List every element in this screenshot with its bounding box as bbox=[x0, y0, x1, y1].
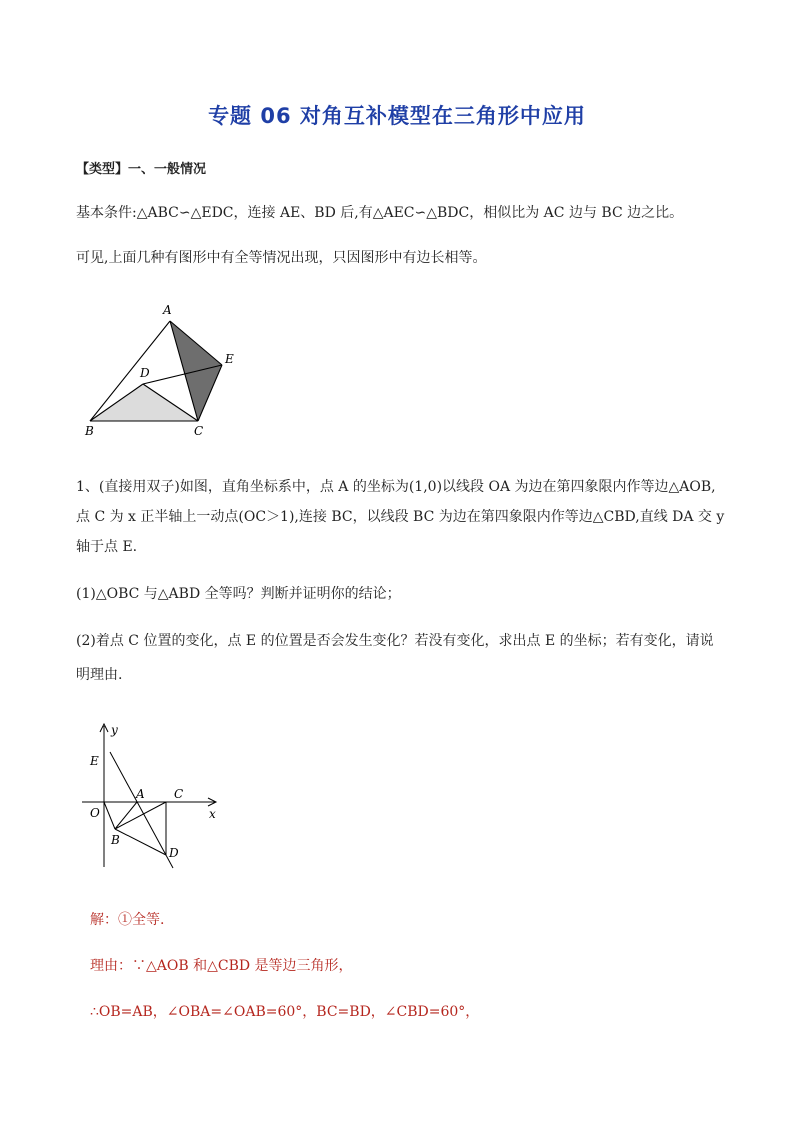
intro-line-1: 基本条件:△ABC∽△EDC，连接 AE、BD 后,有△AEC∽△BDC，相似比为 AC 边与 BC 边之比。 bbox=[76, 205, 684, 221]
segment-ob bbox=[104, 802, 115, 829]
intro-line-2: 可见,上面几种有图形中有全等情况出现，只因图形中有边长相等。 bbox=[76, 250, 487, 266]
label-e: E bbox=[90, 754, 99, 768]
type-heading: 【类型】一、一般情况 bbox=[76, 162, 207, 177]
line-ea bbox=[110, 752, 173, 868]
label-e: E bbox=[225, 352, 234, 366]
label-x: x bbox=[209, 807, 216, 821]
label-c: C bbox=[174, 787, 184, 801]
solution-line-1: 解：①全等. bbox=[90, 912, 165, 928]
label-a: A bbox=[136, 787, 145, 801]
label-a: A bbox=[163, 303, 172, 317]
figure-1 bbox=[80, 296, 250, 441]
segment-ba bbox=[115, 802, 137, 829]
segment-bc bbox=[115, 802, 166, 829]
label-b: B bbox=[111, 833, 120, 847]
solution-line-2: 理由：∵△AOB 和△CBD 是等边三角形， bbox=[90, 958, 353, 974]
problem-1-part-1: (1)△OBC 与△ABD 全等吗？判断并证明你的结论； bbox=[76, 586, 401, 602]
problem-1-text: 1、(直接用双子)如图，直角坐标系中，点 A 的坐标为(1,0)以线段 OA 为边在第四象限内作等边△AOB,点 C 为 x 正半轴上一动点(OC＞1),连接 BC，以线段 BC 为边在第四象限内作等边△CBD,直线 DA 交 y 轴于点 E. bbox=[76, 479, 725, 555]
label-d: D bbox=[140, 366, 150, 380]
label-y: y bbox=[111, 723, 118, 737]
triangle-bdc-shade bbox=[90, 384, 198, 421]
solution-line-3: ∴OB=AB，∠OBA=∠OAB=60°，BC=BD，∠CBD=60°， bbox=[90, 1004, 480, 1020]
figure-2 bbox=[78, 722, 228, 872]
label-b: B bbox=[85, 424, 94, 438]
label-o: O bbox=[90, 806, 100, 820]
page-title: 专题 06 对角互补模型在三角形中应用 bbox=[208, 104, 586, 128]
label-d: D bbox=[169, 846, 179, 860]
label-c: C bbox=[194, 424, 204, 438]
problem-1-part-2: (2)着点 C 位置的变化，点 E 的位置是否会发生变化？若没有变化，求出点 E 的坐标；若有变化，请说明理由. bbox=[76, 633, 714, 683]
